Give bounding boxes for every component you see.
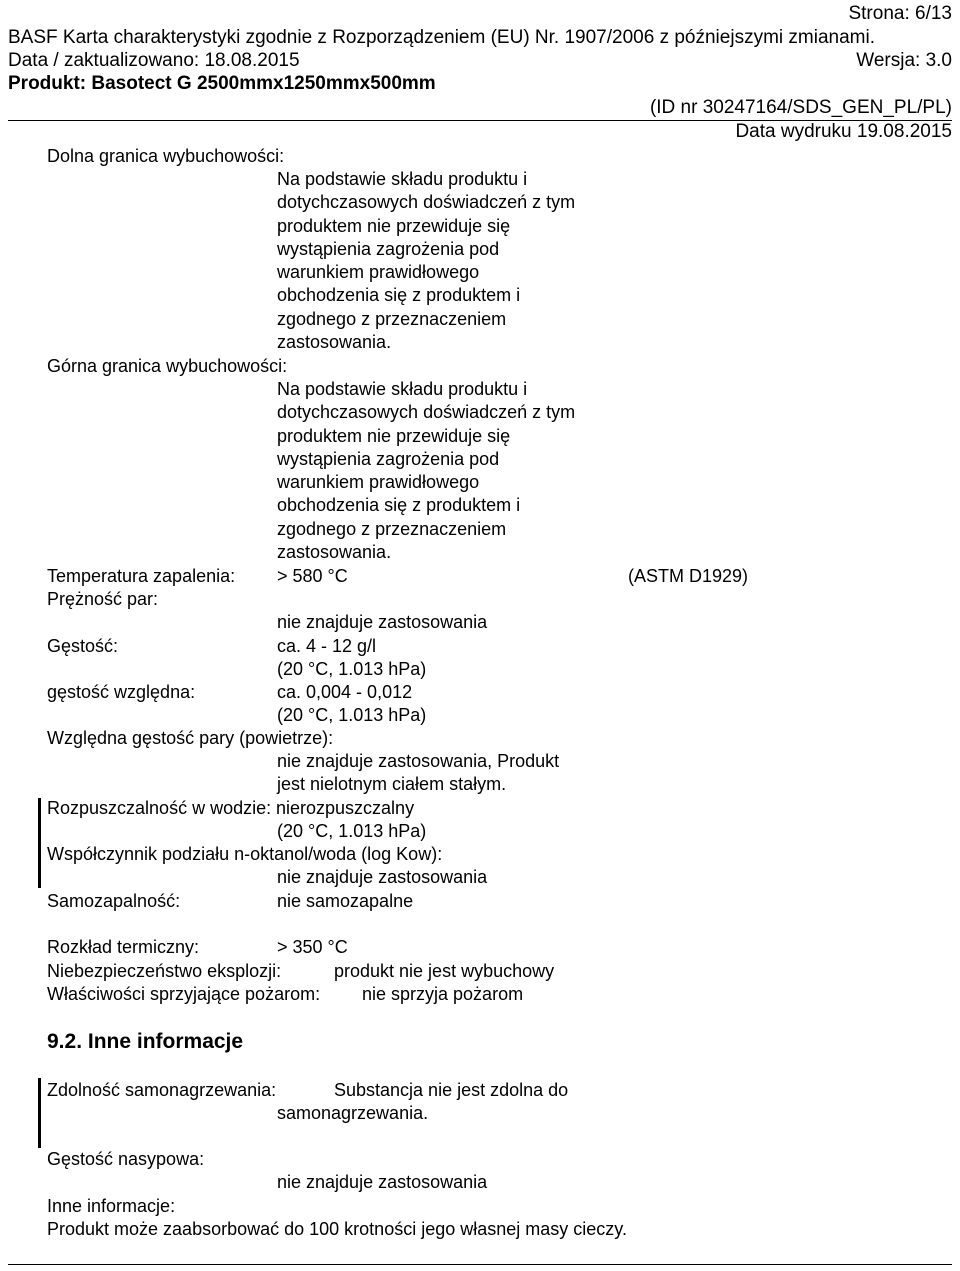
text-line: produktem nie przewiduje się [277,425,511,446]
print-date: Data wydruku 19.08.2015 [735,121,952,142]
explosion-hazard-value: produkt nie jest wybuchowy [334,961,555,981]
self-heating-value-line2: samonagrzewania. [277,1103,429,1123]
text-line: wystąpienia zagrożenia pod [277,448,500,469]
relative-density-value: ca. 0,004 - 0,012 [277,682,413,702]
decomposition-value: > 350 °C [277,937,348,957]
density-value: ca. 4 - 12 g/l [277,636,377,656]
text-line: jest nielotnym ciałem stałym. [277,774,507,795]
text-line: zastosowania. [277,332,392,353]
header-divider [8,120,952,121]
self-ignition-value: nie samozapalne [277,891,414,911]
decomposition-label: Rozkład termiczny: [47,937,200,957]
relative-density-label: gęstość względna: [47,682,196,702]
fire-promoting-label: Właściwości sprzyjające pożarom: [47,984,321,1004]
self-heating-value-line1: Substancja nie jest zdolna do [334,1080,569,1100]
explosion-hazard-label: Niebezpieczeństwo eksplozji: [47,961,282,981]
bulk-density-label: Gęstość nasypowa: [47,1149,205,1169]
text-line: Na podstawie składu produktu i [277,379,528,399]
bulk-density-value: nie znajduje zastosowania [277,1172,488,1192]
text-line: wystąpienia zagrożenia pod [277,238,500,259]
fire-promoting-value: nie sprzyja pożarom [362,984,524,1004]
upper-explosion-label: Górna granica wybuchowości: [47,356,288,376]
partition-label: Współczynnik podziału n-oktanol/woda (log Kow): [47,844,443,864]
self-ignition-label: Samozapalność: [47,891,181,911]
flash-point-label: Temperatura zapalenia: [47,566,236,586]
footer-divider [8,1264,952,1265]
other-info-text: Produkt może zaabsorbować do 100 krotności jego własnej masy cieczy. [47,1219,627,1239]
version: Wersja: 3.0 [856,50,952,71]
text-line: zastosowania. [277,542,392,563]
other-info-label: Inne informacje: [47,1196,176,1216]
density-conditions: (20 °C, 1.013 hPa) [277,659,427,679]
text-line: warunkiem prawidłowego [277,472,480,493]
text-line: zgodnego z przeznaczeniem [277,518,507,539]
text-line: produktem nie przewiduje się [277,215,511,236]
document-id: (ID nr 30247164/SDS_GEN_PL/PL) [649,97,952,118]
vapour-pressure-value: nie znajduje zastosowania [277,612,488,632]
solubility-conditions: (20 °C, 1.013 hPa) [277,821,427,841]
text-line: zgodnego z przeznaczeniem [277,308,507,329]
lower-explosion-label: Dolna granica wybuchowości: [47,146,285,166]
section-heading: 9.2. Inne informacje [47,1030,244,1053]
text-line: Na podstawie składu produktu i [277,169,528,189]
text-line: obchodzenia się z produktem i [277,495,521,516]
text-line: dotychczasowych doświadczeń z tym [277,402,576,423]
vapour-density-label: Względna gęstość pary (powietrze): [47,728,334,748]
text-line: warunkiem prawidłowego [277,262,480,283]
density-label: Gęstość: [47,636,119,656]
upper-explosion-value [277,378,575,564]
text-line: nie znajduje zastosowania, Produkt [277,751,560,771]
flash-point-method: (ASTM D1929) [628,566,749,586]
update-date: Data / zaktualizowano: 18.08.2015 [8,50,300,71]
text-line: dotychczasowych doświadczeń z tym [277,192,576,213]
text-line: obchodzenia się z produktem i [277,285,521,306]
vapour-density-value [277,750,559,797]
solubility-label: Rozpuszczalność w wodzie: [47,798,272,818]
vapour-pressure-label: Prężność par: [47,589,159,609]
change-marker-bar [38,798,41,888]
product-name: Produkt: Basotect G 2500mmx1250mmx500mm [8,73,436,94]
relative-density-conditions: (20 °C, 1.013 hPa) [277,705,427,725]
solubility-value: nierozpuszczalny [276,798,415,818]
page-number: Strona: 6/13 [848,3,952,24]
self-heating-label: Zdolność samonagrzewania: [47,1080,277,1100]
document-title: BASF Karta charakterystyki zgodnie z Rozporządzeniem (EU) Nr. 1907/2006 z późniejszymi zmianami. [8,27,875,48]
partition-value: nie znajduje zastosowania [277,867,488,887]
lower-explosion-value [277,168,575,354]
flash-point-value: > 580 °C [277,566,348,586]
change-marker-bar [38,1078,41,1148]
